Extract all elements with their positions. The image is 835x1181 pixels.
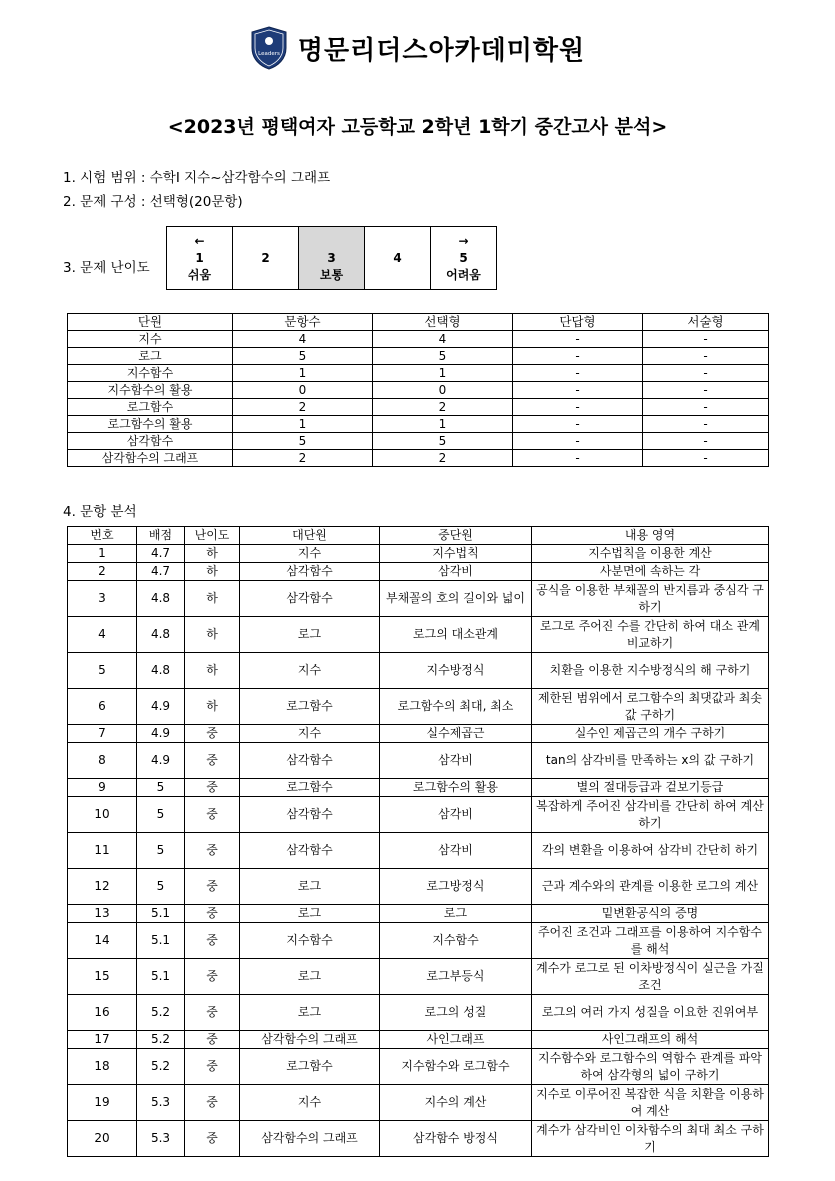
table-cell: 로그함수 — [240, 689, 380, 725]
table-cell: 중 — [185, 1121, 240, 1157]
table-cell: 하 — [185, 617, 240, 653]
table-row — [68, 1031, 769, 1049]
table-cell: 로그함수의 활용 — [380, 779, 532, 797]
table-cell: 공식을 이용한 부채꼴의 반지름과 중심각 구하기 — [532, 581, 769, 617]
item-table-header: 배점 — [137, 527, 185, 545]
table-cell: 지수로 이루어진 복잡한 식을 치환을 이용하여 계산 — [532, 1085, 769, 1121]
academy-name: 명문리더스아카데미학원 — [297, 35, 586, 66]
table-cell: 로그 — [240, 905, 380, 923]
table-cell: 2 — [373, 450, 513, 467]
table-cell: 지수 — [68, 331, 233, 348]
difficulty-label: 3. 문제 난이도 — [63, 260, 150, 276]
table-row — [68, 1049, 769, 1085]
table-cell: 5 — [373, 433, 513, 450]
table-row — [68, 331, 769, 348]
item-table-header: 내용 영역 — [532, 527, 769, 545]
table-row — [68, 743, 769, 779]
table-cell: 19 — [68, 1085, 137, 1121]
table-cell: 치환을 이용한 지수방정식의 해 구하기 — [532, 653, 769, 689]
difficulty-level-2: 2 — [233, 227, 299, 290]
table-cell: 4.9 — [137, 725, 185, 743]
table-cell: 5.1 — [137, 905, 185, 923]
table-cell: 7 — [68, 725, 137, 743]
table-cell: 지수방정식 — [380, 653, 532, 689]
table-cell: 로그 — [380, 905, 532, 923]
table-cell: 4.8 — [137, 581, 185, 617]
table-cell: 지수의 계산 — [380, 1085, 532, 1121]
table-cell: 15 — [68, 959, 137, 995]
difficulty-level-3: 3 보통 — [299, 227, 365, 290]
table-cell: - — [513, 348, 643, 365]
table-cell: 하 — [185, 563, 240, 581]
table-cell: 중 — [185, 779, 240, 797]
table-cell: 중 — [185, 959, 240, 995]
table-cell: 삼각함수 — [240, 833, 380, 869]
table-cell: 실수제곱근 — [380, 725, 532, 743]
table-cell: 사인그래프 — [380, 1031, 532, 1049]
table-row — [68, 959, 769, 995]
table-row — [68, 348, 769, 365]
item-table-header: 난이도 — [185, 527, 240, 545]
table-row — [68, 450, 769, 467]
table-cell: 2 — [68, 563, 137, 581]
table-cell: 하 — [185, 689, 240, 725]
difficulty-level-5: → 5 어려움 — [431, 227, 497, 290]
table-cell: 중 — [185, 1049, 240, 1085]
table-row — [68, 905, 769, 923]
table-cell: 중 — [185, 905, 240, 923]
table-cell: 1 — [233, 416, 373, 433]
question-composition: 2. 문제 구성 : 선택형(20문항) — [63, 194, 243, 210]
table-cell: 2 — [233, 399, 373, 416]
table-cell: 지수함수 — [240, 923, 380, 959]
table-cell: 로그방정식 — [380, 869, 532, 905]
table-cell: 지수법칙 — [380, 545, 532, 563]
table-cell: 중 — [185, 797, 240, 833]
table-cell: 2 — [373, 399, 513, 416]
table-row — [68, 365, 769, 382]
table-cell: - — [643, 382, 769, 399]
table-cell: 5.1 — [137, 959, 185, 995]
table-cell: 삼각함수 — [68, 433, 233, 450]
table-cell: 1 — [68, 545, 137, 563]
header — [0, 28, 835, 68]
section-4-title: 4. 문항 분석 — [63, 504, 137, 520]
table-cell: 삼각함수의 그래프 — [240, 1031, 380, 1049]
table-cell: 로그 — [68, 348, 233, 365]
table-cell: 삼각비 — [380, 833, 532, 869]
table-cell: 지수함수 — [380, 923, 532, 959]
table-cell: 18 — [68, 1049, 137, 1085]
table-cell: - — [513, 365, 643, 382]
table-cell: 지수 — [240, 545, 380, 563]
table-cell: - — [643, 450, 769, 467]
table-cell: 근과 계수와의 관계를 이용한 로그의 계산 — [532, 869, 769, 905]
table-row — [68, 725, 769, 743]
table-cell: 사인그래프의 해석 — [532, 1031, 769, 1049]
table-cell: 로그함수의 최대, 최소 — [380, 689, 532, 725]
table-row — [68, 869, 769, 905]
table-cell: 지수법칙을 이용한 계산 — [532, 545, 769, 563]
table-row — [68, 833, 769, 869]
table-cell: 4.9 — [137, 743, 185, 779]
table-cell: 로그함수 — [240, 779, 380, 797]
table-cell: 중 — [185, 1085, 240, 1121]
table-cell: - — [513, 416, 643, 433]
item-table-header: 번호 — [68, 527, 137, 545]
table-cell: 밑변환공식의 증명 — [532, 905, 769, 923]
table-cell: 지수함수 — [68, 365, 233, 382]
difficulty-level-4: 4 — [365, 227, 431, 290]
arrow-left-icon: ← — [194, 233, 205, 248]
table-row — [68, 617, 769, 653]
table-cell: 하 — [185, 581, 240, 617]
table-cell: 5.2 — [137, 1049, 185, 1085]
table-cell: 3 — [68, 581, 137, 617]
table-row — [68, 433, 769, 450]
table-cell: 로그함수 — [240, 1049, 380, 1085]
table-cell: 삼각함수의 그래프 — [240, 1121, 380, 1157]
table-cell: 5 — [137, 869, 185, 905]
table-cell: 5 — [137, 833, 185, 869]
table-row — [68, 382, 769, 399]
table-cell: 1 — [373, 365, 513, 382]
table-cell: 0 — [373, 382, 513, 399]
table-cell: 사분면에 속하는 각 — [532, 563, 769, 581]
table-cell: 실수인 제곱근의 개수 구하기 — [532, 725, 769, 743]
table-cell: - — [513, 331, 643, 348]
table-cell: 지수함수의 활용 — [68, 382, 233, 399]
table-cell: 17 — [68, 1031, 137, 1049]
table-cell: 중 — [185, 743, 240, 779]
table-row — [68, 581, 769, 617]
table-cell: 삼각비 — [380, 797, 532, 833]
unit-table-header: 서술형 — [643, 314, 769, 331]
table-cell: 중 — [185, 1031, 240, 1049]
unit-table-header: 단답형 — [513, 314, 643, 331]
table-cell: 로그 — [240, 959, 380, 995]
table-cell: 5.2 — [137, 995, 185, 1031]
table-cell: 부채꼴의 호의 길이와 넓이 — [380, 581, 532, 617]
table-row — [68, 416, 769, 433]
table-cell: 삼각함수의 그래프 — [68, 450, 233, 467]
table-cell: 중 — [185, 995, 240, 1031]
table-cell: 중 — [185, 725, 240, 743]
unit-table-header: 문항수 — [233, 314, 373, 331]
table-cell: 삼각함수 — [240, 563, 380, 581]
table-cell: 9 — [68, 779, 137, 797]
table-cell: 1 — [373, 416, 513, 433]
table-cell: 삼각비 — [380, 563, 532, 581]
table-cell: 삼각함수 방정식 — [380, 1121, 532, 1157]
table-cell: - — [513, 382, 643, 399]
table-cell: 로그의 성질 — [380, 995, 532, 1031]
table-cell: 4 — [233, 331, 373, 348]
table-cell: 삼각함수 — [240, 797, 380, 833]
table-cell: - — [643, 365, 769, 382]
table-cell: 삼각함수 — [240, 743, 380, 779]
table-row — [68, 797, 769, 833]
table-cell: 5.3 — [137, 1121, 185, 1157]
table-cell: 13 — [68, 905, 137, 923]
table-cell: 5 — [373, 348, 513, 365]
table-cell: 4.7 — [137, 563, 185, 581]
unit-table-header: 단원 — [68, 314, 233, 331]
table-cell: 6 — [68, 689, 137, 725]
table-row — [68, 923, 769, 959]
table-cell: 하 — [185, 653, 240, 689]
table-cell: 각의 변환을 이용하여 삼각비 간단히 하기 — [532, 833, 769, 869]
table-cell: 하 — [185, 545, 240, 563]
table-row — [68, 545, 769, 563]
table-cell: 14 — [68, 923, 137, 959]
table-cell: - — [643, 399, 769, 416]
item-table-header: 중단원 — [380, 527, 532, 545]
table-cell: 4.9 — [137, 689, 185, 725]
table-cell: 4.7 — [137, 545, 185, 563]
table-cell: 8 — [68, 743, 137, 779]
table-cell: 2 — [233, 450, 373, 467]
table-cell: 로그 — [240, 869, 380, 905]
table-cell: 로그의 여러 가지 성질을 이요한 진위여부 — [532, 995, 769, 1031]
table-cell: 지수 — [240, 725, 380, 743]
table-cell: 지수 — [240, 653, 380, 689]
table-cell: 11 — [68, 833, 137, 869]
table-cell: 16 — [68, 995, 137, 1031]
table-cell: 4.8 — [137, 617, 185, 653]
table-cell: 로그로 주어진 수를 간단히 하여 대소 관계 비교하기 — [532, 617, 769, 653]
table-row — [68, 995, 769, 1031]
table-cell: tan의 삼각비를 만족하는 x의 값 구하기 — [532, 743, 769, 779]
table-cell: 지수함수와 로그함수의 역함수 관계를 파악하여 삼각형의 넓이 구하기 — [532, 1049, 769, 1085]
table-cell: 복잡하게 주어진 삼각비를 간단히 하여 계산하기 — [532, 797, 769, 833]
table-cell: 5 — [233, 433, 373, 450]
table-cell: 5.3 — [137, 1085, 185, 1121]
academy-shield-logo-icon — [250, 26, 288, 70]
table-cell: 로그함수의 활용 — [68, 416, 233, 433]
table-cell: 10 — [68, 797, 137, 833]
table-row — [68, 653, 769, 689]
table-cell: 로그의 대소관계 — [380, 617, 532, 653]
table-cell: 계수가 삼각비인 이차함수의 최대 최소 구하기 — [532, 1121, 769, 1157]
table-cell: - — [513, 450, 643, 467]
unit-table-header: 선택형 — [373, 314, 513, 331]
table-row — [68, 563, 769, 581]
table-cell: 5 — [137, 779, 185, 797]
table-cell: - — [513, 433, 643, 450]
table-cell: 지수함수와 로그함수 — [380, 1049, 532, 1085]
table-cell: 5.2 — [137, 1031, 185, 1049]
table-cell: 5 — [68, 653, 137, 689]
table-cell: - — [643, 416, 769, 433]
table-cell: 4 — [373, 331, 513, 348]
table-cell: 삼각비 — [380, 743, 532, 779]
difficulty-level-1: ← 1 쉬움 — [167, 227, 233, 290]
table-cell: 5 — [233, 348, 373, 365]
table-cell: 로그 — [240, 617, 380, 653]
table-cell: 중 — [185, 923, 240, 959]
table-cell: 중 — [185, 833, 240, 869]
table-cell: 계수가 로그로 된 이차방정식이 실근을 가질 조건 — [532, 959, 769, 995]
table-cell: - — [513, 399, 643, 416]
table-cell: 제한된 범위에서 로그함수의 최댓값과 최솟값 구하기 — [532, 689, 769, 725]
table-cell: 중 — [185, 869, 240, 905]
table-cell: 5.1 — [137, 923, 185, 959]
table-row — [68, 1121, 769, 1157]
table-cell: 4.8 — [137, 653, 185, 689]
table-cell: 4 — [68, 617, 137, 653]
item-table-header: 대단원 — [240, 527, 380, 545]
table-cell: 삼각함수 — [240, 581, 380, 617]
unit-table — [67, 313, 769, 467]
table-row — [68, 399, 769, 416]
table-cell: - — [643, 433, 769, 450]
table-row — [68, 779, 769, 797]
table-cell: 로그부등식 — [380, 959, 532, 995]
item-analysis-table — [67, 526, 769, 1157]
difficulty-scale — [166, 226, 497, 290]
table-cell: 지수 — [240, 1085, 380, 1121]
exam-scope: 1. 시험 범위 : 수학Ⅰ 지수~삼각함수의 그래프 — [63, 170, 331, 186]
table-cell: 로그 — [240, 995, 380, 1031]
table-row — [68, 1085, 769, 1121]
table-cell: 1 — [233, 365, 373, 382]
table-cell: 0 — [233, 382, 373, 399]
svg-text:Leaders: Leaders — [257, 51, 280, 57]
table-cell: 별의 절대등급과 겉보기등급 — [532, 779, 769, 797]
table-cell: 5 — [137, 797, 185, 833]
arrow-right-icon: → — [458, 233, 469, 248]
page-title: <2023년 평택여자 고등학교 2학년 1학기 중간고사 분석> — [167, 116, 668, 138]
table-row — [68, 689, 769, 725]
table-cell: - — [643, 348, 769, 365]
table-cell: 20 — [68, 1121, 137, 1157]
table-cell: 주어진 조건과 그래프를 이용하여 지수함수를 해석 — [532, 923, 769, 959]
table-cell: - — [643, 331, 769, 348]
table-cell: 12 — [68, 869, 137, 905]
table-cell: 로그함수 — [68, 399, 233, 416]
